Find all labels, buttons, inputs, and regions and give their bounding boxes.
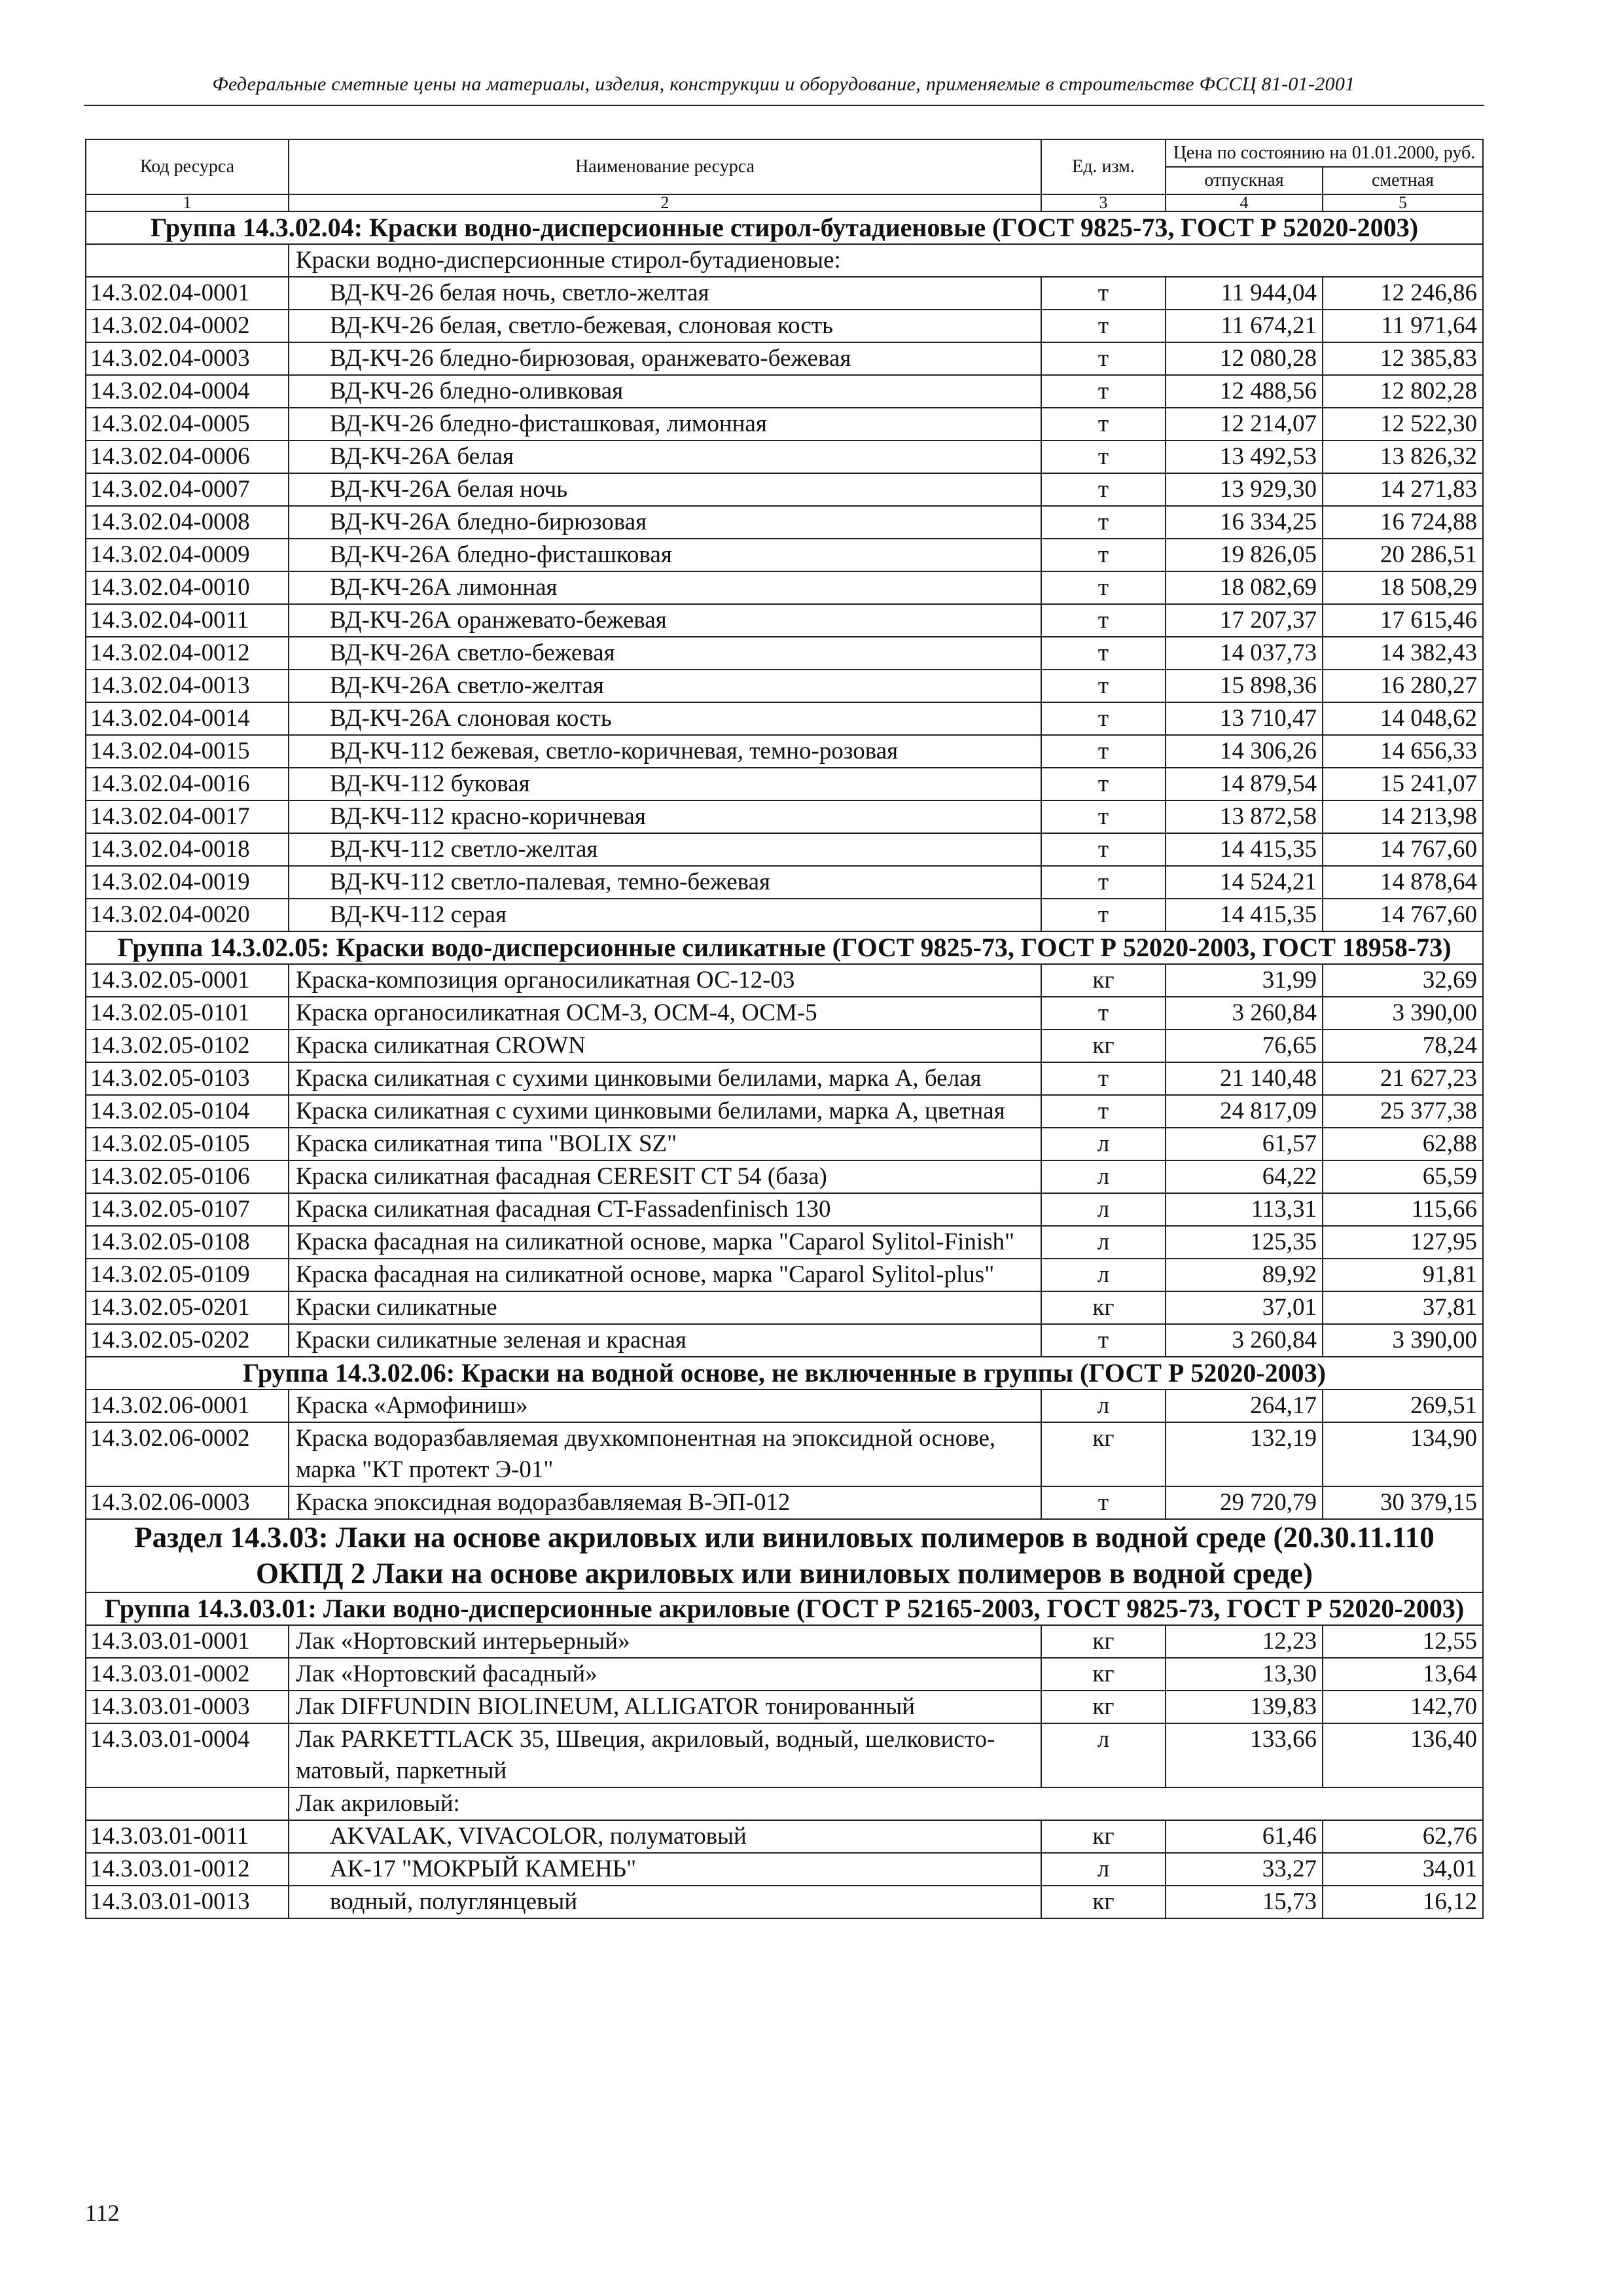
resource-code: 14.3.02.05-0105 <box>86 1128 289 1160</box>
unit-cell: т <box>1041 571 1166 604</box>
release-price: 13 710,47 <box>1166 702 1323 735</box>
resource-name: Краска «Армофиниш» <box>289 1390 1041 1422</box>
resource-name: Краска органосиликатная ОСМ-3, ОСМ-4, ОСМ-5 <box>289 997 1041 1030</box>
section-heading-row <box>86 1519 1483 1592</box>
unit-cell: т <box>1041 1095 1166 1128</box>
table-row <box>86 310 1483 342</box>
resource-code: 14.3.02.05-0202 <box>86 1324 289 1357</box>
page-header: Федеральные сметные цены на материалы, изделия, конструкции и оборудование, применяемые в строительстве ФССЦ 81-01-2001 <box>212 73 1355 95</box>
release-price: 37,01 <box>1166 1291 1323 1324</box>
header-code: Код ресурса <box>86 139 289 194</box>
resource-name: Краска силикатная CROWN <box>289 1030 1041 1062</box>
resource-code: 14.3.02.04-0007 <box>86 473 289 506</box>
resource-code: 14.3.02.04-0001 <box>86 277 289 310</box>
release-price: 13 872,58 <box>1166 800 1323 833</box>
unit-cell: т <box>1041 277 1166 310</box>
resource-name: ВД-КЧ-112 красно-коричневая <box>289 800 1041 833</box>
estimate-price: 78,24 <box>1323 1030 1483 1062</box>
resource-name: ВД-КЧ-26 белая, светло-бежевая, слоновая кость <box>289 310 1041 342</box>
table-row <box>86 637 1483 670</box>
resource-code: 14.3.02.04-0003 <box>86 342 289 375</box>
release-price: 12,23 <box>1166 1625 1323 1658</box>
unit-cell: кг <box>1041 1658 1166 1691</box>
subheading-text: Лак акриловый: <box>289 1787 1483 1820</box>
group-heading-row <box>86 211 1483 244</box>
table-row <box>86 539 1483 571</box>
unit-cell: л <box>1041 1390 1166 1422</box>
resource-name: Краска эпоксидная водоразбавляемая В-ЭП-012 <box>289 1486 1041 1519</box>
resource-code: 14.3.02.05-0101 <box>86 997 289 1030</box>
header-estimate-price: сметная <box>1323 167 1483 194</box>
resource-name: Краска силикатная типа "BOLIX SZ" <box>289 1128 1041 1160</box>
resource-name: Краски силикатные зеленая и красная <box>289 1324 1041 1357</box>
table-row <box>86 800 1483 833</box>
table-row <box>86 342 1483 375</box>
resource-name: Краска силикатная фасадная CERESIT CT 54 (база) <box>289 1160 1041 1193</box>
estimate-price: 14 767,60 <box>1323 899 1483 931</box>
resource-code: 14.3.02.04-0013 <box>86 670 289 702</box>
table-row <box>86 408 1483 440</box>
estimate-price: 127,95 <box>1323 1226 1483 1259</box>
resource-name: ВД-КЧ-26 бледно-оливковая <box>289 375 1041 408</box>
table-row <box>86 1160 1483 1193</box>
release-price: 11 944,04 <box>1166 277 1323 310</box>
estimate-price: 37,81 <box>1323 1291 1483 1324</box>
estimate-price: 3 390,00 <box>1323 997 1483 1030</box>
unit-cell: кг <box>1041 1030 1166 1062</box>
unit-cell: т <box>1041 670 1166 702</box>
unit-cell: л <box>1041 1259 1166 1291</box>
resource-name: ВД-КЧ-26А белая ночь <box>289 473 1041 506</box>
release-price: 29 720,79 <box>1166 1486 1323 1519</box>
table-row <box>86 670 1483 702</box>
resource-name: ВД-КЧ-26 бледно-бирюзовая, оранжевато-бежевая <box>289 342 1041 375</box>
column-number: 3 <box>1041 194 1166 211</box>
unit-cell: кг <box>1041 1820 1166 1853</box>
resource-code: 14.3.02.04-0015 <box>86 735 289 768</box>
price-table <box>85 139 1484 1919</box>
subheading-row <box>86 244 1483 277</box>
column-number: 2 <box>289 194 1041 211</box>
estimate-price: 32,69 <box>1323 964 1483 997</box>
table-row <box>86 1226 1483 1259</box>
release-price: 16 334,25 <box>1166 506 1323 539</box>
resource-code: 14.3.02.05-0104 <box>86 1095 289 1128</box>
unit-cell: т <box>1041 735 1166 768</box>
resource-code: 14.3.02.05-0001 <box>86 964 289 997</box>
column-number: 4 <box>1166 194 1323 211</box>
table-row <box>86 899 1483 931</box>
resource-name: Лак DIFFUNDIN BIOLINEUM, ALLIGATOR тонированный <box>289 1691 1041 1723</box>
table-row <box>86 277 1483 310</box>
unit-cell: т <box>1041 800 1166 833</box>
release-price: 61,46 <box>1166 1820 1323 1853</box>
table-row <box>86 1422 1483 1486</box>
table-row <box>86 1128 1483 1160</box>
unit-cell: т <box>1041 375 1166 408</box>
unit-cell: т <box>1041 342 1166 375</box>
resource-code: 14.3.02.04-0011 <box>86 604 289 637</box>
table-row <box>86 1324 1483 1357</box>
table-row <box>86 1390 1483 1422</box>
table-row <box>86 1691 1483 1723</box>
resource-name: ВД-КЧ-26А светло-бежевая <box>289 637 1041 670</box>
unit-cell: л <box>1041 1226 1166 1259</box>
unit-cell: т <box>1041 506 1166 539</box>
table-row <box>86 702 1483 735</box>
release-price: 133,66 <box>1166 1723 1323 1787</box>
group-title: Группа 14.3.03.01: Лаки водно-дисперсионные акриловые (ГОСТ Р 52165-2003, ГОСТ 9825-73, ГОСТ Р 52020-2003) <box>86 1592 1483 1625</box>
unit-cell: т <box>1041 604 1166 637</box>
resource-name: Лак «Нортовский фасадный» <box>289 1658 1041 1691</box>
estimate-price: 12 522,30 <box>1323 408 1483 440</box>
resource-name: ВД-КЧ-26А светло-желтая <box>289 670 1041 702</box>
release-price: 89,92 <box>1166 1259 1323 1291</box>
estimate-price: 12 246,86 <box>1323 277 1483 310</box>
resource-code: 14.3.03.01-0003 <box>86 1691 289 1723</box>
resource-name: ВД-КЧ-112 светло-желтая <box>289 833 1041 866</box>
estimate-price: 21 627,23 <box>1323 1062 1483 1095</box>
estimate-price: 25 377,38 <box>1323 1095 1483 1128</box>
estimate-price: 62,76 <box>1323 1820 1483 1853</box>
resource-name: Краска силикатная фасадная CT-Fassadenfinisch 130 <box>289 1193 1041 1226</box>
unit-cell: т <box>1041 702 1166 735</box>
resource-name: ВД-КЧ-26 бледно-фисташковая, лимонная <box>289 408 1041 440</box>
release-price: 18 082,69 <box>1166 571 1323 604</box>
release-price: 13 492,53 <box>1166 440 1323 473</box>
table-row <box>86 375 1483 408</box>
estimate-price: 65,59 <box>1323 1160 1483 1193</box>
resource-name: ВД-КЧ-26А оранжевато-бежевая <box>289 604 1041 637</box>
table-row <box>86 1062 1483 1095</box>
unit-cell: кг <box>1041 1886 1166 1918</box>
estimate-price: 142,70 <box>1323 1691 1483 1723</box>
estimate-price: 16 724,88 <box>1323 506 1483 539</box>
resource-code: 14.3.02.05-0201 <box>86 1291 289 1324</box>
unit-cell: т <box>1041 637 1166 670</box>
unit-cell: т <box>1041 539 1166 571</box>
release-price: 139,83 <box>1166 1691 1323 1723</box>
resource-code: 14.3.02.06-0001 <box>86 1390 289 1422</box>
release-price: 12 488,56 <box>1166 375 1323 408</box>
resource-name: ВД-КЧ-26А слоновая кость <box>289 702 1041 735</box>
unit-cell: кг <box>1041 1291 1166 1324</box>
section-title: Раздел 14.3.03: Лаки на основе акриловых или виниловых полимеров в водной среде (20.30.11.110 ОКПД 2 Лаки на основе акриловых или виниловых полимеров в водной среде) <box>86 1519 1483 1592</box>
resource-code: 14.3.02.04-0014 <box>86 702 289 735</box>
release-price: 14 306,26 <box>1166 735 1323 768</box>
table-row <box>86 604 1483 637</box>
resource-name: AKVALAK, VIVACOLOR, полуматовый <box>289 1820 1041 1853</box>
resource-code: 14.3.02.05-0103 <box>86 1062 289 1095</box>
resource-name: ВД-КЧ-112 светло-палевая, темно-бежевая <box>289 866 1041 899</box>
estimate-price: 18 508,29 <box>1323 571 1483 604</box>
resource-name: ВД-КЧ-112 буковая <box>289 768 1041 800</box>
table-row <box>86 1853 1483 1886</box>
resource-name: Краски силикатные <box>289 1291 1041 1324</box>
release-price: 64,22 <box>1166 1160 1323 1193</box>
unit-cell: т <box>1041 866 1166 899</box>
resource-name: ВД-КЧ-26А лимонная <box>289 571 1041 604</box>
resource-code: 14.3.03.01-0012 <box>86 1853 289 1886</box>
header-price: Цена по состоянию на 01.01.2000, руб. <box>1166 139 1483 167</box>
estimate-price: 12 385,83 <box>1323 342 1483 375</box>
subheading-text: Краски водно-дисперсионные стирол-бутадиеновые: <box>289 244 1483 277</box>
unit-cell: т <box>1041 899 1166 931</box>
table-row <box>86 866 1483 899</box>
release-price: 3 260,84 <box>1166 1324 1323 1357</box>
table-header-row <box>86 139 1483 167</box>
unit-cell: т <box>1041 440 1166 473</box>
resource-name: Краска фасадная на силикатной основе, марка "Caparol Sylitol-plus" <box>289 1259 1041 1291</box>
estimate-price: 12,55 <box>1323 1625 1483 1658</box>
table-row <box>86 997 1483 1030</box>
release-price: 3 260,84 <box>1166 997 1323 1030</box>
estimate-price: 91,81 <box>1323 1259 1483 1291</box>
release-price: 113,31 <box>1166 1193 1323 1226</box>
resource-name: АК-17 "МОКРЫЙ КАМЕНЬ" <box>289 1853 1041 1886</box>
group-heading-row <box>86 1357 1483 1390</box>
unit-cell: т <box>1041 310 1166 342</box>
table-row <box>86 1030 1483 1062</box>
table-row <box>86 1658 1483 1691</box>
estimate-price: 14 656,33 <box>1323 735 1483 768</box>
resource-name: ВД-КЧ-26А бледно-бирюзовая <box>289 506 1041 539</box>
resource-name: ВД-КЧ-112 серая <box>289 899 1041 931</box>
estimate-price: 30 379,15 <box>1323 1486 1483 1519</box>
unit-cell: т <box>1041 833 1166 866</box>
resource-name: ВД-КЧ-26А белая <box>289 440 1041 473</box>
resource-name: Краска силикатная с сухими цинковыми белилами, марка А, белая <box>289 1062 1041 1095</box>
table-row <box>86 1886 1483 1918</box>
resource-code: 14.3.02.04-0008 <box>86 506 289 539</box>
estimate-price: 20 286,51 <box>1323 539 1483 571</box>
release-price: 14 879,54 <box>1166 768 1323 800</box>
release-price: 19 826,05 <box>1166 539 1323 571</box>
resource-code: 14.3.02.04-0016 <box>86 768 289 800</box>
unit-cell: т <box>1041 1486 1166 1519</box>
table-row <box>86 1486 1483 1519</box>
table-row <box>86 833 1483 866</box>
unit-cell: т <box>1041 408 1166 440</box>
table-row <box>86 1820 1483 1853</box>
resource-code: 14.3.02.04-0020 <box>86 899 289 931</box>
release-price: 11 674,21 <box>1166 310 1323 342</box>
resource-code: 14.3.02.05-0102 <box>86 1030 289 1062</box>
release-price: 76,65 <box>1166 1030 1323 1062</box>
resource-code: 14.3.02.04-0004 <box>86 375 289 408</box>
unit-cell: кг <box>1041 1422 1166 1486</box>
resource-name: ВД-КЧ-26А бледно-фисташковая <box>289 539 1041 571</box>
estimate-price: 16,12 <box>1323 1886 1483 1918</box>
release-price: 14 415,35 <box>1166 833 1323 866</box>
group-heading-row <box>86 931 1483 964</box>
unit-cell: кг <box>1041 1625 1166 1658</box>
release-price: 12 080,28 <box>1166 342 1323 375</box>
group-title: Группа 14.3.02.04: Краски водно-дисперсионные стирол-бутадиеновые (ГОСТ 9825-73, ГОСТ Р 52020-2003) <box>86 211 1483 244</box>
release-price: 24 817,09 <box>1166 1095 1323 1128</box>
table-row <box>86 506 1483 539</box>
resource-name: ВД-КЧ-26 белая ночь, светло-желтая <box>289 277 1041 310</box>
release-price: 31,99 <box>1166 964 1323 997</box>
resource-code: 14.3.02.04-0009 <box>86 539 289 571</box>
estimate-price: 12 802,28 <box>1323 375 1483 408</box>
estimate-price: 115,66 <box>1323 1193 1483 1226</box>
resource-code: 14.3.02.04-0019 <box>86 866 289 899</box>
table-row <box>86 1625 1483 1658</box>
unit-cell: т <box>1041 1324 1166 1357</box>
release-price: 17 207,37 <box>1166 604 1323 637</box>
estimate-price: 134,90 <box>1323 1422 1483 1486</box>
estimate-price: 14 767,60 <box>1323 833 1483 866</box>
release-price: 14 415,35 <box>1166 899 1323 931</box>
estimate-price: 14 271,83 <box>1323 473 1483 506</box>
unit-cell: л <box>1041 1853 1166 1886</box>
estimate-price: 14 213,98 <box>1323 800 1483 833</box>
table-row <box>86 1291 1483 1324</box>
resource-name: Лак «Нортовский интерьерный» <box>289 1625 1041 1658</box>
estimate-price: 16 280,27 <box>1323 670 1483 702</box>
unit-cell: кг <box>1041 964 1166 997</box>
release-price: 12 214,07 <box>1166 408 1323 440</box>
table-body <box>86 211 1483 1918</box>
resource-name: Лак PARKETTLACK 35, Швеция, акриловый, водный, шелковисто-матовый, паркетный <box>289 1723 1041 1787</box>
release-price: 14 037,73 <box>1166 637 1323 670</box>
resource-code: 14.3.02.04-0005 <box>86 408 289 440</box>
resource-code: 14.3.02.06-0002 <box>86 1422 289 1486</box>
unit-cell: т <box>1041 1062 1166 1095</box>
release-price: 14 524,21 <box>1166 866 1323 899</box>
estimate-price: 269,51 <box>1323 1390 1483 1422</box>
column-number-row <box>86 194 1483 211</box>
resource-code: 14.3.02.05-0107 <box>86 1193 289 1226</box>
estimate-price: 17 615,46 <box>1323 604 1483 637</box>
code-cell <box>86 244 289 277</box>
resource-code: 14.3.02.04-0018 <box>86 833 289 866</box>
column-number: 1 <box>86 194 289 211</box>
unit-cell: кг <box>1041 1691 1166 1723</box>
release-price: 13,30 <box>1166 1658 1323 1691</box>
estimate-price: 136,40 <box>1323 1723 1483 1787</box>
resource-code: 14.3.02.05-0109 <box>86 1259 289 1291</box>
release-price: 15,73 <box>1166 1886 1323 1918</box>
release-price: 264,17 <box>1166 1390 1323 1422</box>
resource-code: 14.3.03.01-0002 <box>86 1658 289 1691</box>
table-row <box>86 1259 1483 1291</box>
header-name: Наименование ресурса <box>289 139 1041 194</box>
resource-name: Краска силикатная с сухими цинковыми белилами, марка А, цветная <box>289 1095 1041 1128</box>
resource-code: 14.3.02.04-0012 <box>86 637 289 670</box>
table-row <box>86 735 1483 768</box>
group-title: Группа 14.3.02.05: Краски водо-дисперсионные силикатные (ГОСТ 9825-73, ГОСТ Р 52020-2003, ГОСТ 18958-73) <box>86 931 1483 964</box>
unit-cell: т <box>1041 768 1166 800</box>
resource-code: 14.3.03.01-0004 <box>86 1723 289 1787</box>
header-unit: Ед. изм. <box>1041 139 1166 194</box>
resource-code: 14.3.02.04-0010 <box>86 571 289 604</box>
estimate-price: 13,64 <box>1323 1658 1483 1691</box>
unit-cell: т <box>1041 473 1166 506</box>
resource-code: 14.3.02.05-0106 <box>86 1160 289 1193</box>
group-title: Группа 14.3.02.06: Краски на водной основе, не включенные в группы (ГОСТ Р 52020-2003) <box>86 1357 1483 1390</box>
estimate-price: 11 971,64 <box>1323 310 1483 342</box>
table-row <box>86 473 1483 506</box>
resource-code: 14.3.03.01-0013 <box>86 1886 289 1918</box>
resource-code: 14.3.02.06-0003 <box>86 1486 289 1519</box>
release-price: 125,35 <box>1166 1226 1323 1259</box>
subheading-row <box>86 1787 1483 1820</box>
unit-cell: л <box>1041 1193 1166 1226</box>
table-row <box>86 768 1483 800</box>
release-price: 15 898,36 <box>1166 670 1323 702</box>
resource-code: 14.3.02.05-0108 <box>86 1226 289 1259</box>
release-price: 132,19 <box>1166 1422 1323 1486</box>
resource-code: 14.3.02.04-0002 <box>86 310 289 342</box>
estimate-price: 14 382,43 <box>1323 637 1483 670</box>
resource-name: Краска-композиция органосиликатная ОС-12-03 <box>289 964 1041 997</box>
table-row <box>86 571 1483 604</box>
estimate-price: 14 878,64 <box>1323 866 1483 899</box>
estimate-price: 3 390,00 <box>1323 1324 1483 1357</box>
resource-code: 14.3.03.01-0011 <box>86 1820 289 1853</box>
table-row <box>86 440 1483 473</box>
header-release-price: отпускная <box>1166 167 1323 194</box>
unit-cell: л <box>1041 1128 1166 1160</box>
column-number: 5 <box>1323 194 1483 211</box>
estimate-price: 62,88 <box>1323 1128 1483 1160</box>
resource-name: водный, полуглянцевый <box>289 1886 1041 1918</box>
resource-code: 14.3.02.04-0017 <box>86 800 289 833</box>
header-rule <box>84 105 1484 106</box>
page-number: 112 <box>85 2200 120 2226</box>
resource-name: Краска фасадная на силикатной основе, марка "Caparol Sylitol-Finish" <box>289 1226 1041 1259</box>
table-row <box>86 1723 1483 1787</box>
resource-code: 14.3.03.01-0001 <box>86 1625 289 1658</box>
release-price: 33,27 <box>1166 1853 1323 1886</box>
release-price: 61,57 <box>1166 1128 1323 1160</box>
release-price: 13 929,30 <box>1166 473 1323 506</box>
code-cell <box>86 1787 289 1820</box>
estimate-price: 34,01 <box>1323 1853 1483 1886</box>
table-row <box>86 1193 1483 1226</box>
group-heading-row <box>86 1592 1483 1625</box>
release-price: 21 140,48 <box>1166 1062 1323 1095</box>
estimate-price: 15 241,07 <box>1323 768 1483 800</box>
unit-cell: т <box>1041 997 1166 1030</box>
unit-cell: л <box>1041 1723 1166 1787</box>
resource-name: Краска водоразбавляемая двухкомпонентная на эпоксидной основе, марка "КТ протект Э-01" <box>289 1422 1041 1486</box>
resource-name: ВД-КЧ-112 бежевая, светло-коричневая, темно-розовая <box>289 735 1041 768</box>
table-row <box>86 1095 1483 1128</box>
estimate-price: 14 048,62 <box>1323 702 1483 735</box>
table-row <box>86 964 1483 997</box>
resource-code: 14.3.02.04-0006 <box>86 440 289 473</box>
unit-cell: л <box>1041 1160 1166 1193</box>
estimate-price: 13 826,32 <box>1323 440 1483 473</box>
